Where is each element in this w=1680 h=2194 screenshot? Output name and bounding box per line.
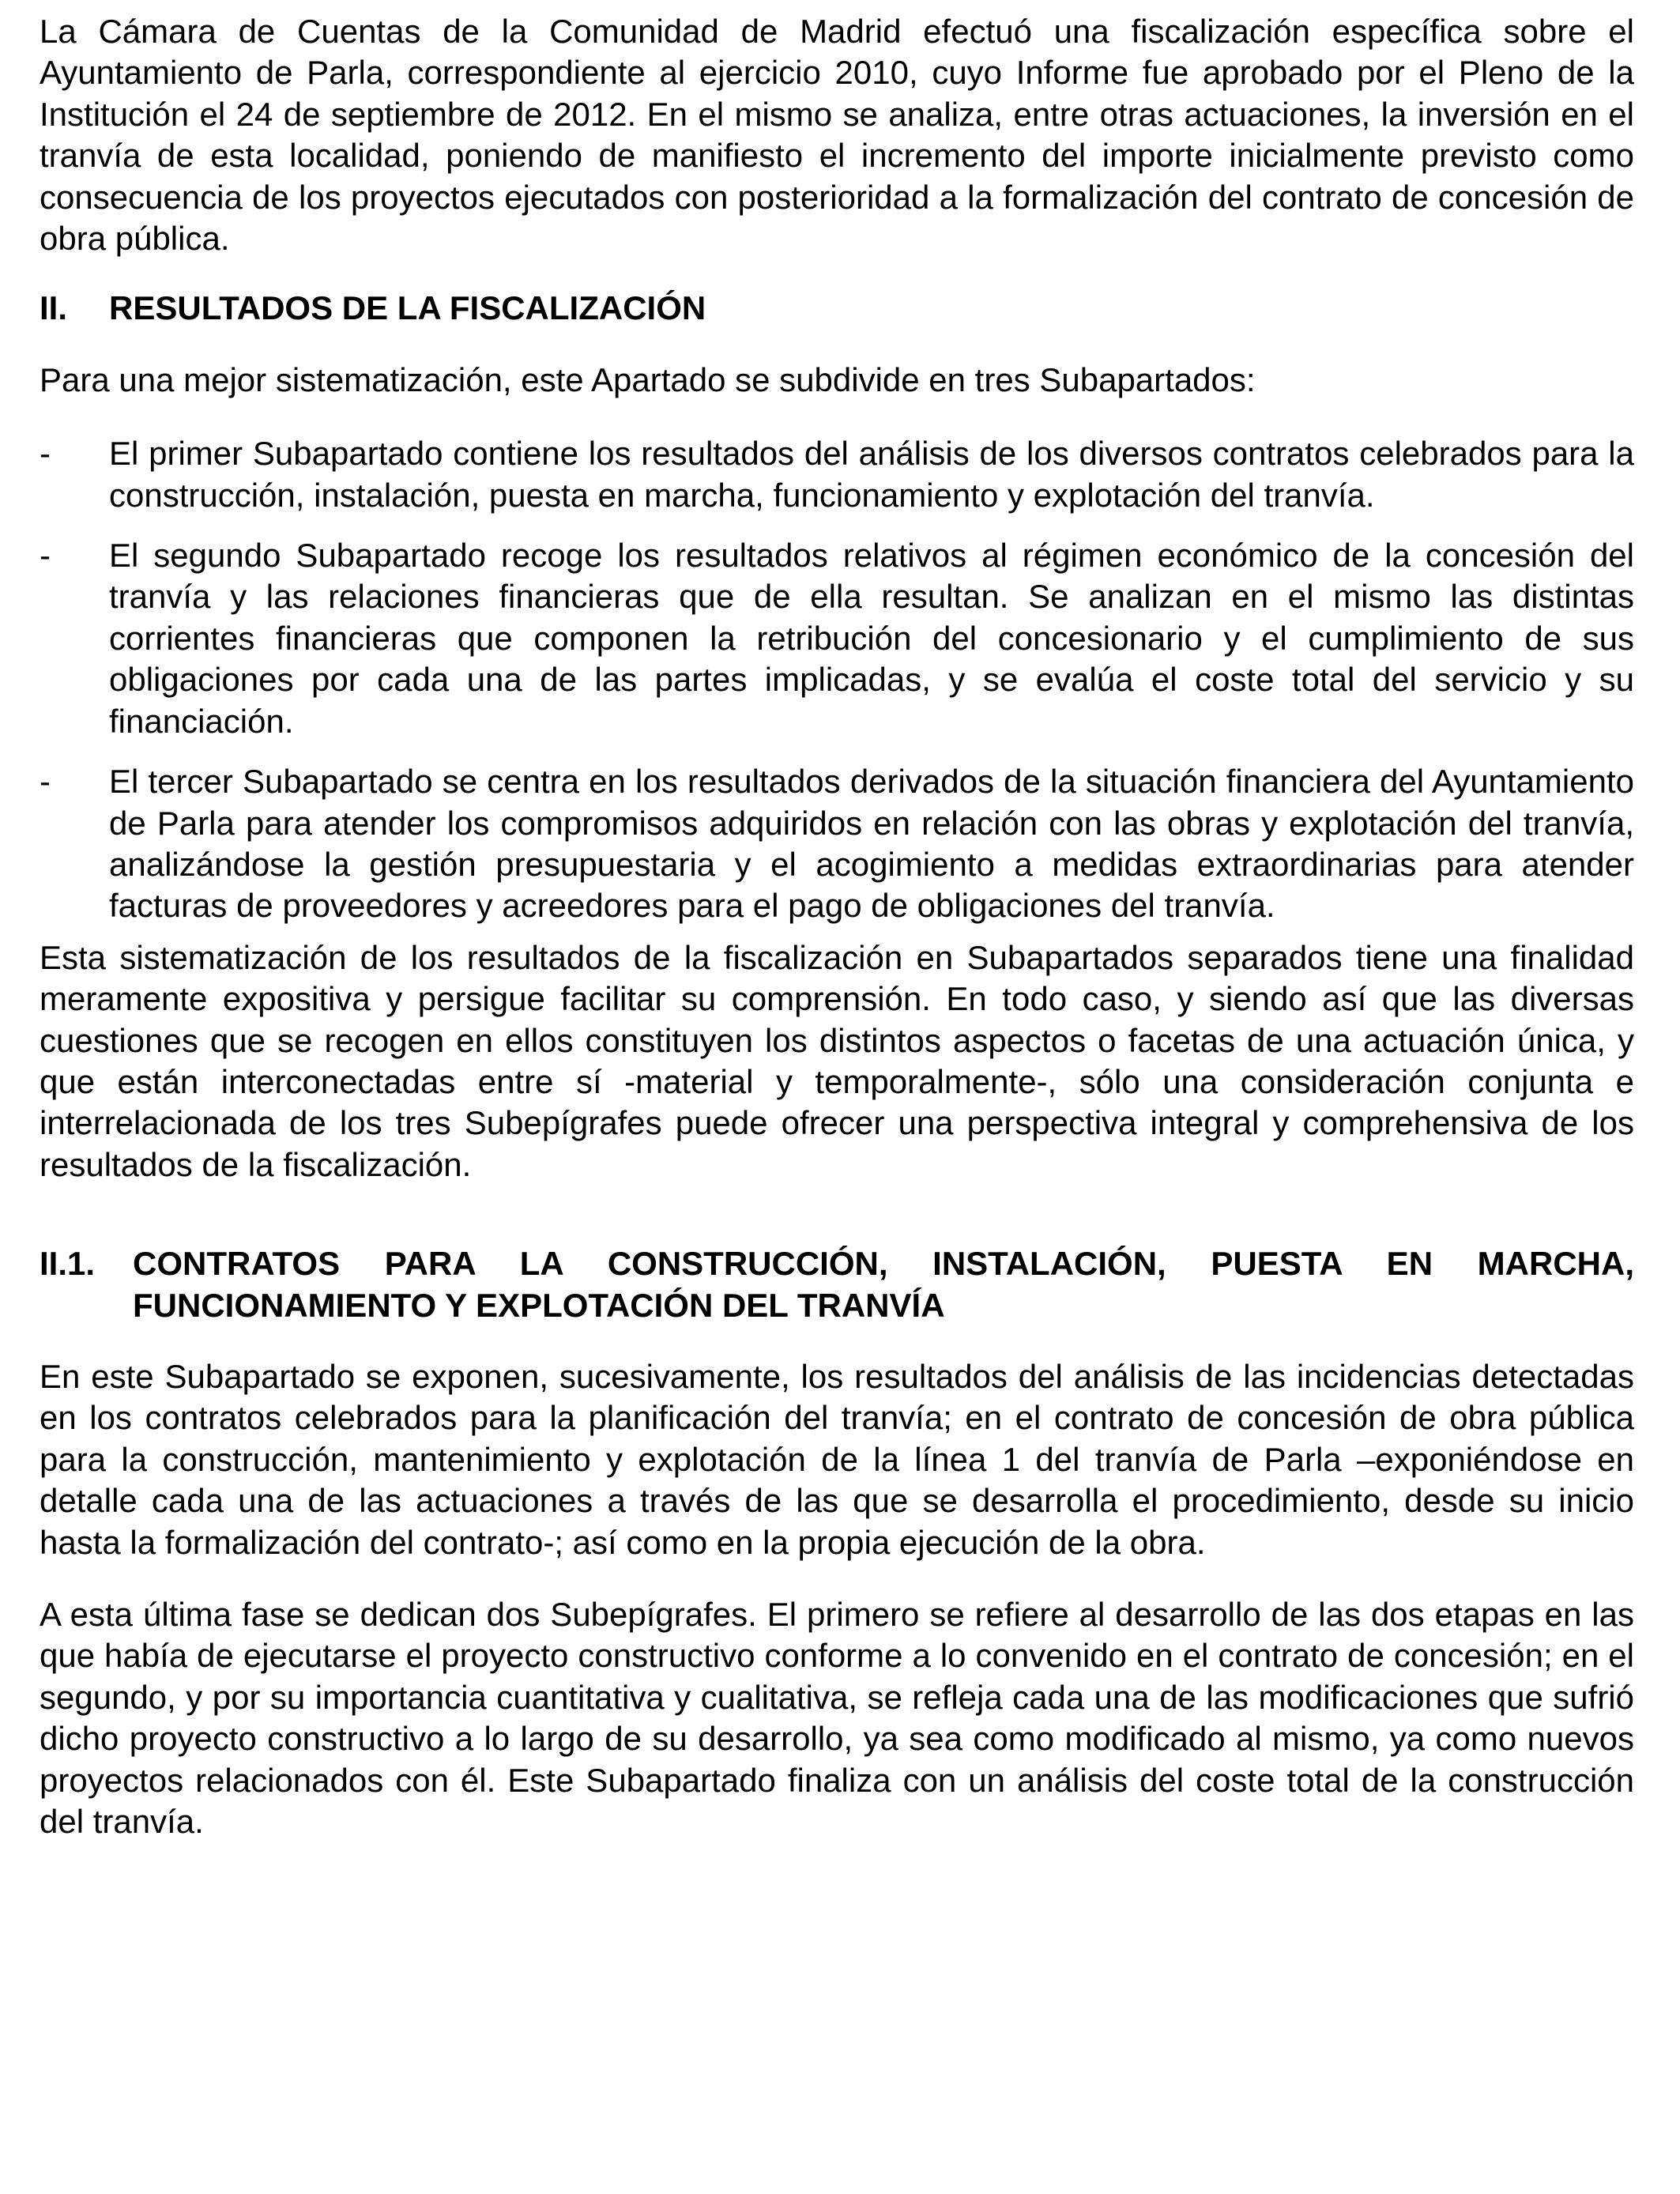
body-paragraph: En este Subapartado se exponen, sucesivamente, los resultados del análisis de las incidencias detectadas en los contratos celebrados para la planificación del tranvía; en el contrato de concesión de obra pública para la construcción, mantenimiento y explotación de la línea 1 del tranvía de Parla –exponiéndose en detalle cada una de las actuaciones a través de las que se desarrolla el procedimiento, desde su inicio hasta la formalización del contrato-; así como en la propia ejecución de la obra. [40, 1357, 1634, 1561]
section-number: II. [40, 289, 68, 327]
list-item-text: El tercer Subapartado se centra en los resultados derivados de la situación financiera del Ayuntamiento de Parla para atender los compromisos adquiridos en relación con las obras y explotación del tranvía, analizándose la gestión presupuestaria y el acogimiento a medidas extraordinarias para atender facturas de proveedores y acreedores para el pago de obligaciones del tranvía. [109, 763, 1634, 925]
document-page [40, 0, 1634, 1842]
closing-paragraph: Esta sistematización de los resultados de la fiscalización en Subapartados separados tiene una finalidad meramente expositiva y persigue facilitar su comprensión. En todo caso, y siendo así que las diversas cuestiones que se recogen en ellos constituyen los distintos aspectos o facetas de una actuación única, y que están interconectadas entre sí -material y temporalmente-, sólo una consideración conjunta e interrelacionada de los tres Subepígrafes puede ofrecer una perspectiva integral y comprehensiva de los resultados de la fiscalización. [40, 938, 1634, 1183]
list-item-text: El segundo Subapartado recoge los resultados relativos al régimen económico de la concesión del tranvía y las relaciones financieras que de ella resultan. Se analizan en el mismo las distintas corrientes financieras que componen la retribución del concesionario y el cumplimiento de sus obligaciones por cada una de las partes implicadas, y se evalúa el coste total del servicio y su financiación. [109, 537, 1634, 740]
intro-paragraph: La Cámara de Cuentas de la Comunidad de Madrid efectuó una fiscalización específica sobre el Ayuntamiento de Parla, correspondiente al ejercicio 2010, cuyo Informe fue aprobado por el Pleno de la Institución el 24 de septiembre de 2012. En el mismo se analiza, entre otras actuaciones, la inversión en el tranvía de esta localidad, poniendo de manifiesto el incremento del importe inicialmente previsto como consecuencia de los proyectos ejecutados con posterioridad a la formalización del contrato de concesión de obra pública. [40, 13, 1634, 258]
section-heading-ii [40, 288, 1634, 329]
list-marker: - [40, 435, 51, 473]
list-item [40, 433, 1634, 516]
list-marker: - [40, 537, 51, 575]
list-item-text: El primer Subapartado contiene los resultados del análisis de los diversos contratos celebrados para la construcción, instalación, puesta en marcha, funcionamiento y explotación del tranvía. [109, 435, 1634, 514]
list-marker: - [40, 763, 51, 801]
list-item [40, 535, 1634, 742]
list-item [40, 761, 1634, 927]
body-paragraph: A esta última fase se dedican dos Subepígrafes. El primero se refiere al desarrollo de las dos etapas en las que había de ejecutarse el proyecto constructivo conforme a lo convenido en el contrato de concesión; en el segundo, y por su importancia cuantitativa y cualitativa, se refleja cada una de las modificaciones que sufrió dicho proyecto constructivo a lo largo de su desarrollo, ya sea como modificado al mismo, ya como nuevos proyectos relacionados con él. Este Subapartado finaliza con un análisis del coste total de la construcción del tranvía. [40, 1596, 1634, 1841]
section-heading-ii-1 [40, 1243, 1634, 1326]
section-title: RESULTADOS DE LA FISCALIZACIÓN [109, 289, 706, 327]
section-lead-paragraph: Para una mejor sistematización, este Apartado se subdivide en tres Subapartados: [40, 360, 1256, 398]
section-title: CONTRATOS PARA LA CONSTRUCCIÓN, INSTALACIÓN, PUESTA EN MARCHA, FUNCIONAMIENTO Y EXPLOTACIÓN DEL TRANVÍA [133, 1245, 1634, 1324]
section-number: II.1. [40, 1245, 96, 1283]
